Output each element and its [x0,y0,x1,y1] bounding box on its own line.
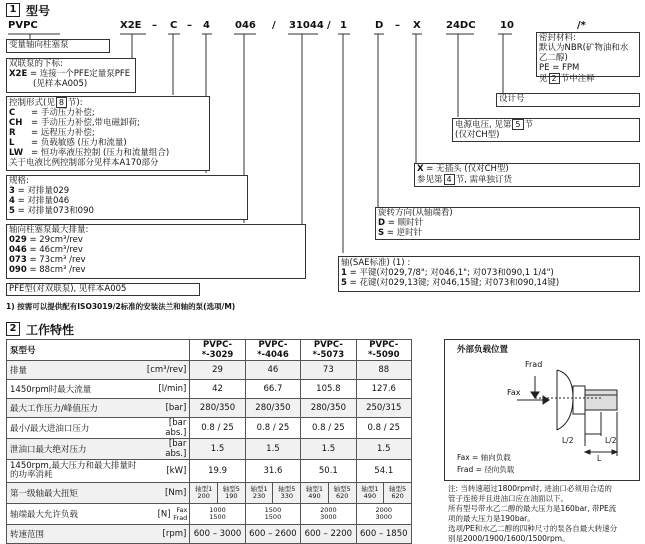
cell: 490 [363,492,377,500]
torque-head: 轴型5 [278,485,296,493]
x-ref-pre: 参见第 [417,175,443,185]
disp-text: = 29cm³/rev [29,235,83,245]
section-2-number: 2 [6,322,20,336]
shaft-text: = 花键(对029,13键; 对046,15键; 对073和090,14键) [346,278,560,288]
seal-line: 默认为NBR(矿物油和水 [539,43,629,53]
code-shaft: 1 [340,20,347,31]
row-unit: [bar] [143,399,190,418]
voltage-pre: 电源电压, 见第 [455,120,512,130]
table-header-row [7,340,412,361]
seal-line: 密封材料: [539,33,576,43]
control-code: CH [9,118,23,128]
connector-box [414,163,640,187]
code-dash-2: – [187,20,192,31]
table-row [7,380,412,399]
code-x2e: X2E [120,20,142,31]
code-seal: /* [577,20,586,31]
legend-frad: Frad = 径向负载 [457,465,515,474]
control-ref: 8 [56,97,67,108]
row-unit: [kW] [143,460,190,483]
control-box [6,96,210,171]
cell: 0.8 / 25 [190,418,245,439]
pfe-type-label: PFE型(对双联泵), 见样本A005 [9,284,127,294]
torque-head: 轴型1 [250,485,268,493]
row-unit: [rpm] [143,525,190,544]
control-text: = 负载敏感 (压力和流量) [31,138,127,148]
cell: 19.9 [190,460,245,483]
control-code: C [9,108,16,118]
legend-fax: Fax = 轴向负载 [457,453,511,462]
cell: 0.8 / 25 [245,418,300,439]
seal-box [536,32,640,84]
cell: 54.1 [356,460,411,483]
code-slash-1: / [272,20,276,31]
cell: 2000 [320,506,337,514]
control-note: 关于电液比例控制部分见样本A170部分 [9,158,159,168]
table-row [7,525,412,544]
rotation-title: 旋转方向(从轴端看) [378,208,453,218]
disp-text: = 88cm³ /rev [29,265,86,275]
cell: 1500 [209,513,226,521]
row-label: 最大工作压力/峰值压力 [7,399,144,418]
table-header-cell: PVPC-*-5090 [356,340,411,361]
disp-code: 029 [9,235,27,245]
cell: 31.6 [245,460,300,483]
l-half-label: L/2 [562,436,574,445]
voltage-post: 节 [524,120,534,130]
seal-ref-pre: 见 [539,74,548,84]
cell: 1000 [209,506,226,514]
cell: 190 [225,492,238,500]
cell: 280/350 [301,399,356,418]
torque-head: 轴型5 [333,485,351,493]
spec-table [6,339,412,544]
size-text: = 对排量046 [17,196,70,206]
table-header-cell: 泵型号 [7,340,190,361]
frad-label: Frad [525,360,543,369]
code-dash-3: – [395,20,400,31]
cell: 600 – 1850 [356,525,411,544]
note-line: 管子连接并且进油口应在油面以下。 [448,494,568,503]
table-row [7,361,412,380]
section-2-title: 工作特性 [26,323,75,337]
x-code: X [417,164,424,174]
code-control: C [170,20,178,31]
x-ref-post: 节, 需单独订货 [455,175,513,185]
control-text: = 恒功率液压控制 (压力和流量组合) [31,148,170,158]
note-line: 项的最大压力是190bar。 [448,514,535,523]
row-label: 最小/最大进油口压力 [7,418,144,439]
table-header-cell: PVPC-*-5073 [301,340,356,361]
double-pump-box [6,58,136,93]
code-pvpc: PVPC [8,20,38,31]
torque-head: 轴型5 [222,485,240,493]
fax-label: Fax [507,388,521,397]
seal-line: 乙二醇) [539,53,568,63]
cell: 66.7 [245,380,300,399]
cell: 88 [356,361,411,380]
rotation-code: D [378,218,386,228]
note-line: 选项/PE和水乙二醇的四种尺寸的泵各自最大转速分 [448,524,618,533]
voltage-note: (仅对CH型) [455,130,500,140]
size-code: 4 [9,196,15,206]
table-row [7,399,412,418]
note-line: 注: 当转速超过1800rpm时, 进油口必须用合适的 [448,484,612,493]
cell: 280/350 [190,399,245,418]
code-displacement: 046 [235,20,256,31]
rotation-box [375,207,640,240]
cell: 600 – 3000 [190,525,245,544]
voltage-ref: 5 [512,119,523,130]
cell: 1.5 [190,439,245,460]
rotation-code: S [378,228,385,238]
disp-text: = 46cm³/rev [29,245,83,255]
control-text: = 手动压力补偿,带电磁卸荷; [31,118,140,128]
control-title: 控制形式(见 [9,98,55,108]
row-unit: [cm³/rev] [143,361,190,380]
control-title-suffix: 节): [67,98,83,108]
control-text: = 远程压力补偿; [31,128,95,138]
cell: 490 [308,492,321,500]
disp-code: 046 [9,245,27,255]
design-box [496,93,640,107]
torque-head: 轴型1 [361,485,379,493]
displacement-box [6,224,306,279]
row-label: 泄油口最大绝对压力 [7,439,144,460]
rotation-text: = 逆时针 [384,228,423,238]
cell: 1500 [264,513,282,521]
voltage-box [452,118,640,142]
variable-pump-label: 变量轴向柱塞泵 [9,40,69,50]
cell: 42 [190,380,245,399]
section-1-title: 型号 [26,4,51,18]
cell: 1.5 [245,439,300,460]
code-pfe: 31044 [289,20,324,31]
seal-ref: 2 [549,73,560,84]
size-text: = 对排量073和090 [17,206,94,216]
cell: 1.5 [356,439,411,460]
x2e-note: (见样本A005) [33,79,88,89]
table-row-torque [7,483,412,504]
shaft-title: 轴(SAE标准) (1) : [341,258,411,268]
row-unit: [Nm] [143,483,190,504]
x2e-text: = 连接一个PFE定量泵PFE [27,69,131,79]
pfe-type-box [6,283,200,296]
cell: 1500 [264,506,282,514]
size-code: 5 [9,206,15,216]
cell: 600 – 2200 [301,525,356,544]
cell: 73 [301,361,356,380]
x-ref: 4 [444,174,455,185]
cell: 230 [252,492,266,500]
x-text: = 无插头 (仅对CH型) [423,164,509,174]
rotation-text: = 顺时针 [385,218,424,228]
size-box [6,175,248,220]
cell: 250/315 [356,399,411,418]
size-text: = 对排量029 [17,186,70,196]
shaft-box [338,256,640,292]
seal-line: PE = FPM [539,63,580,73]
shaft-code: 1 [341,268,347,278]
torque-head: 轴型1 [305,485,324,493]
cell: 200 [197,492,210,500]
row-label: 排量 [7,361,144,380]
load-fax-label: Fax [176,506,188,514]
control-code: R [9,128,16,138]
cell: 3000 [375,513,393,521]
cell: 50.1 [301,460,356,483]
row-label: 1450rpm时最大流量 [7,380,144,399]
control-code: L [9,138,15,148]
code-connector: X [413,20,421,31]
code-design: 10 [500,20,514,31]
table-row-load [7,504,412,525]
row-label: 转速范围 [7,525,144,544]
load-frad-label: Frad [173,514,188,522]
l-label: L [597,454,602,463]
cell: 105.8 [301,380,356,399]
control-text: = 手动压力补偿; [31,108,95,118]
table-row [7,418,412,439]
cell: 127.6 [356,380,411,399]
shaft-text: = 平键(对029,7/8"; 对046,1"; 对073和090,1 1/4") [346,268,554,278]
size-title: 规格: [9,176,29,186]
code-voltage: 24DC [446,20,476,31]
row-label: 1450rpm,最大压力和最大排量时的功率消耗 [7,460,144,483]
cell: 600 – 2600 [245,525,300,544]
row-unit: [bar abs.] [143,418,190,439]
cell: 0.8 / 25 [301,418,356,439]
torque-head: 轴型5 [389,485,407,493]
cell: 46 [245,361,300,380]
disp-code: 090 [9,265,27,275]
section-1-number: 1 [6,3,20,17]
variable-pump-box [6,39,110,53]
note-line: 别是2000/1900/1600/1500rpm。 [448,534,570,543]
control-code: LW [9,148,24,158]
code-dash-1: – [152,20,157,31]
disp-code: 073 [9,255,27,265]
row-unit: [N] [157,509,171,520]
cell: 330 [280,492,293,500]
code-rotation: D [375,20,384,31]
displacement-title: 轴向柱塞泵最大排量: [9,225,89,235]
x2e-code: X2E [9,69,28,79]
table-header-cell: PVPC-*-4046 [245,340,300,361]
cell: 1.5 [301,439,356,460]
design-label: 设计号 [499,94,525,104]
note-line: 所有型号带水乙二醇的最大压力是160bar, 带PE流 [448,504,617,513]
cell: 620 [391,492,404,500]
double-pump-title: 双联泵的下标: [9,59,63,69]
shaft-code: 5 [341,278,347,288]
code-size: 4 [203,20,210,31]
diagram-title: 外部负载位置 [457,345,509,355]
cell: 2000 [375,506,393,514]
table-header-cell: PVPC-*-3029 [190,340,245,361]
seal-ref-post: 节中注释 [560,74,595,84]
footnote: 1) 按需可以提供配有ISO3019/2标准的安装法兰和轴的泵(选项/M) [6,302,236,311]
torque-head: 轴型1 [195,485,213,493]
cell: 3000 [320,513,337,521]
cell: 620 [335,492,349,500]
disp-text: = 73cm³ /rev [29,255,86,265]
size-code: 3 [9,186,15,196]
row-unit: [l/min] [143,380,190,399]
external-load-diagram [444,339,640,481]
notes [448,484,617,544]
cell: 29 [190,361,245,380]
l-half-label-right: L/2 [605,436,617,445]
cell: 0.8 / 25 [356,418,411,439]
row-unit: [bar abs.] [143,439,190,460]
table-row [7,439,412,460]
row-label: 轴端最大允许负载 [7,504,144,525]
cell: 280/350 [245,399,300,418]
row-label: 第一级轴最大扭矩 [7,483,144,504]
table-row [7,460,412,483]
code-slash-2: / [327,20,331,31]
